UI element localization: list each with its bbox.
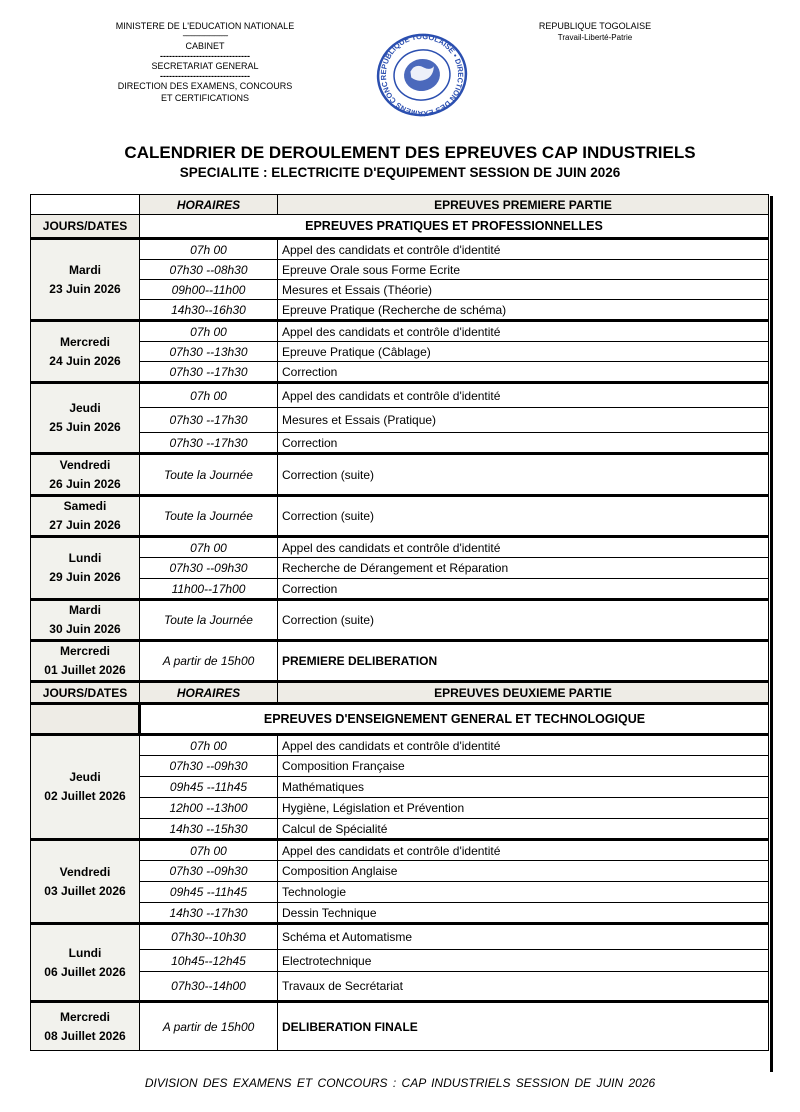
exam-activity: Correction (suite) (278, 600, 769, 641)
time-slot: Toute la Journée (140, 454, 278, 496)
exam-activity: Hygiène, Législation et Prévention (278, 798, 769, 819)
day-date-cell (31, 454, 140, 496)
day-date: 26 Juin 2026 (49, 476, 121, 491)
time-slot: Toute la Journée (140, 496, 278, 537)
day-date-cell (31, 840, 140, 924)
footer-note: DIVISION DES EXAMENS ET CONCOURS : CAP INDUSTRIELS SESSION DE JUIN 2026 (144, 1076, 656, 1090)
day-name: Mardi (68, 262, 101, 277)
seal-lettering: REPUBLIQUE TOGOLAISE • DIRECTION DES EXAMENS CONCOURS (378, 31, 466, 119)
table-row (31, 641, 769, 682)
time-slot: 07h 00 (140, 383, 278, 408)
exam-activity: Technologie (278, 882, 769, 903)
day-date: 29 Juin 2026 (49, 570, 121, 584)
day-name: Mercredi (59, 334, 111, 349)
exam-activity: Appel des candidats et contrôle d'identité (278, 735, 769, 756)
table-row (31, 195, 769, 215)
exam-activity: Schéma et Automatisme (278, 924, 769, 950)
table-row (31, 558, 769, 579)
table-row (31, 280, 769, 300)
exam-activity: PREMIERE DELIBERATION (278, 641, 769, 682)
day-date: 03 Juillet 2026 (44, 883, 126, 898)
time-slot: 09h45 --11h45 (140, 882, 278, 903)
separator: --------------------------- (182, 31, 228, 40)
section-title: EPREUVES PRATIQUES ET PROFESSIONNELLES (140, 215, 769, 239)
day-date: 02 Juillet 2026 (44, 789, 126, 803)
exam-activity: Dessin Technique (278, 903, 769, 924)
day-date-cell (31, 383, 140, 454)
day-date-cell (31, 924, 140, 1002)
day-date: 08 Juillet 2026 (44, 1028, 126, 1043)
cabinet-label: CABINET (185, 41, 225, 51)
time-slot: 11h00--17h00 (140, 579, 278, 600)
time-slot: 07h30--14h00 (140, 972, 278, 1002)
table-row (31, 950, 769, 972)
column-header-horaires: HORAIRES (140, 195, 278, 215)
time-slot: 07h30 --17h30 (140, 408, 278, 433)
day-date-cell (31, 641, 140, 682)
table-row (31, 537, 769, 558)
time-slot: 07h30 --13h30 (140, 342, 278, 362)
column-header-horaires: HORAIRES (140, 682, 278, 704)
time-slot: 07h 00 (140, 537, 278, 558)
table-row (31, 682, 769, 704)
table-row (31, 579, 769, 600)
table-row (31, 777, 769, 798)
table-row (31, 798, 769, 819)
ministry-header (100, 20, 310, 104)
column-header-epreuves: EPREUVES PREMIERE PARTIE (278, 195, 769, 215)
day-name: Lundi (68, 551, 102, 565)
table-row (31, 321, 769, 342)
table-row (31, 882, 769, 903)
table-row (31, 239, 769, 260)
exam-activity: Epreuve Orale sous Forme Ecrite (278, 260, 769, 280)
exam-activity: Epreuve Pratique (Câblage) (278, 342, 769, 362)
time-slot: 07h 00 (140, 735, 278, 756)
day-date: 01 Juillet 2026 (44, 663, 126, 677)
time-slot: 07h 00 (140, 321, 278, 342)
time-slot: 07h30--10h30 (140, 924, 278, 950)
time-slot: 14h30 --15h30 (140, 819, 278, 840)
direction-line-1: DIRECTION DES EXAMENS, CONCOURS (117, 81, 293, 91)
table-row (31, 1002, 769, 1051)
time-slot: 14h30--16h30 (140, 300, 278, 321)
day-date-cell (31, 496, 140, 537)
exam-activity: Mesures et Essais (Théorie) (278, 280, 769, 300)
day-date: 06 Juillet 2026 (44, 964, 126, 979)
day-date: 27 Juin 2026 (49, 518, 121, 532)
time-slot: 07h30 --09h30 (140, 756, 278, 777)
exam-activity: Appel des candidats et contrôle d'identité (278, 537, 769, 558)
section-title: EPREUVES D'ENSEIGNEMENT GENERAL ET TECHNOLOGIQUE (140, 704, 769, 735)
table-row (31, 362, 769, 383)
direction-line-2: ET CERTIFICATIONS (160, 93, 249, 103)
day-date: 25 Juin 2026 (49, 420, 121, 434)
table-row (31, 260, 769, 280)
time-slot: 14h30 --17h30 (140, 903, 278, 924)
exam-activity: Calcul de Spécialité (278, 819, 769, 840)
day-date-cell (31, 1002, 140, 1051)
time-slot: 07h 00 (140, 840, 278, 861)
column-header-epreuves: EPREUVES DEUXIEME PARTIE (278, 682, 769, 704)
table-row (31, 215, 769, 239)
day-name: Jeudi (69, 770, 101, 784)
time-slot: 07h30 --17h30 (140, 362, 278, 383)
column-header-jours-dates: JOURS/DATES (31, 682, 140, 704)
time-slot: A partir de 15h00 (140, 1002, 278, 1051)
exam-calendar-table (30, 194, 769, 1051)
column-header-jours-dates: JOURS/DATES (31, 215, 140, 239)
time-slot: 07h30 --08h30 (140, 260, 278, 280)
exam-activity: Correction (suite) (278, 496, 769, 537)
exam-activity: Recherche de Dérangement et Réparation (278, 558, 769, 579)
day-name: Samedi (63, 499, 107, 513)
table-row (31, 861, 769, 882)
day-date: 23 Juin 2026 (49, 281, 121, 296)
exam-activity: Appel des candidats et contrôle d'identité (278, 321, 769, 342)
time-slot: 12h00 --13h00 (140, 798, 278, 819)
day-name: Mardi (68, 603, 101, 617)
republic-header (505, 20, 685, 44)
table-row (31, 496, 769, 537)
exam-activity: Correction (suite) (278, 454, 769, 496)
table-row (31, 972, 769, 1002)
day-date: 30 Juin 2026 (49, 622, 121, 636)
time-slot: A partir de 15h00 (140, 641, 278, 682)
exam-activity: Correction (278, 362, 769, 383)
day-date-cell (31, 735, 140, 840)
document-subtitle: SPECIALITE : ELECTRICITE D'EQUIPEMENT SESSION DE JUIN 2026 (179, 165, 621, 180)
day-name: Vendredi (59, 864, 111, 879)
table-row (31, 433, 769, 454)
official-seal-stamp (367, 30, 477, 120)
exam-activity: Appel des candidats et contrôle d'identité (278, 239, 769, 260)
table-row (31, 342, 769, 362)
exam-activity: Epreuve Pratique (Recherche de schéma) (278, 300, 769, 321)
secretariat-label: SECRETARIAT GENERAL (151, 61, 259, 71)
exam-activity: DELIBERATION FINALE (278, 1002, 769, 1051)
table-row (31, 704, 769, 735)
time-slot: 09h45 --11h45 (140, 777, 278, 798)
day-name: Lundi (68, 945, 102, 960)
table-row (31, 408, 769, 433)
time-slot: 07h30 --09h30 (140, 861, 278, 882)
republic-name: REPUBLIQUE TOGOLAISE (538, 21, 652, 31)
table-row (31, 924, 769, 950)
table-row (31, 819, 769, 840)
document-title: CALENDRIER DE DEROULEMENT DES EPREUVES CAP INDUSTRIELS (124, 143, 696, 162)
day-date-cell (31, 537, 140, 600)
ministry-name: MINISTERE DE L'EDUCATION NATIONALE (115, 21, 295, 31)
day-name: Vendredi (59, 457, 111, 472)
day-name: Mercredi (59, 1009, 111, 1024)
separator: ------------------------------ (160, 71, 250, 81)
table-row (31, 840, 769, 861)
exam-activity: Appel des candidats et contrôle d'identité (278, 840, 769, 861)
day-date: 24 Juin 2026 (49, 353, 121, 368)
exam-activity: Composition Française (278, 756, 769, 777)
time-slot: 07h30 --17h30 (140, 433, 278, 454)
table-row (31, 454, 769, 496)
table-row (31, 300, 769, 321)
time-slot: 07h30 --09h30 (140, 558, 278, 579)
exam-activity: Mesures et Essais (Pratique) (278, 408, 769, 433)
exam-activity: Mathématiques (278, 777, 769, 798)
day-name: Mercredi (59, 644, 111, 658)
time-slot: Toute la Journée (140, 600, 278, 641)
separator: ------------------------------ (160, 51, 250, 61)
table-row (31, 383, 769, 408)
day-date-cell (31, 600, 140, 641)
table-row (31, 600, 769, 641)
empty-corner-cell (31, 195, 140, 215)
table-row (31, 903, 769, 924)
time-slot: 09h00--11h00 (140, 280, 278, 300)
day-date-cell (31, 321, 140, 383)
day-date-cell (31, 239, 140, 321)
exam-activity: Electrotechnique (278, 950, 769, 972)
exam-activity: Correction (278, 579, 769, 600)
time-slot: 07h 00 (140, 239, 278, 260)
exam-activity: Appel des candidats et contrôle d'identité (278, 383, 769, 408)
exam-activity: Travaux de Secrétariat (278, 972, 769, 1002)
republic-motto: Travail-Liberté-Patrie (557, 33, 633, 42)
exam-activity: Correction (278, 433, 769, 454)
exam-activity: Composition Anglaise (278, 861, 769, 882)
table-row (31, 735, 769, 756)
time-slot: 10h45--12h45 (140, 950, 278, 972)
table-row (31, 756, 769, 777)
day-date-cell-empty (31, 704, 140, 735)
day-name: Jeudi (69, 401, 101, 415)
